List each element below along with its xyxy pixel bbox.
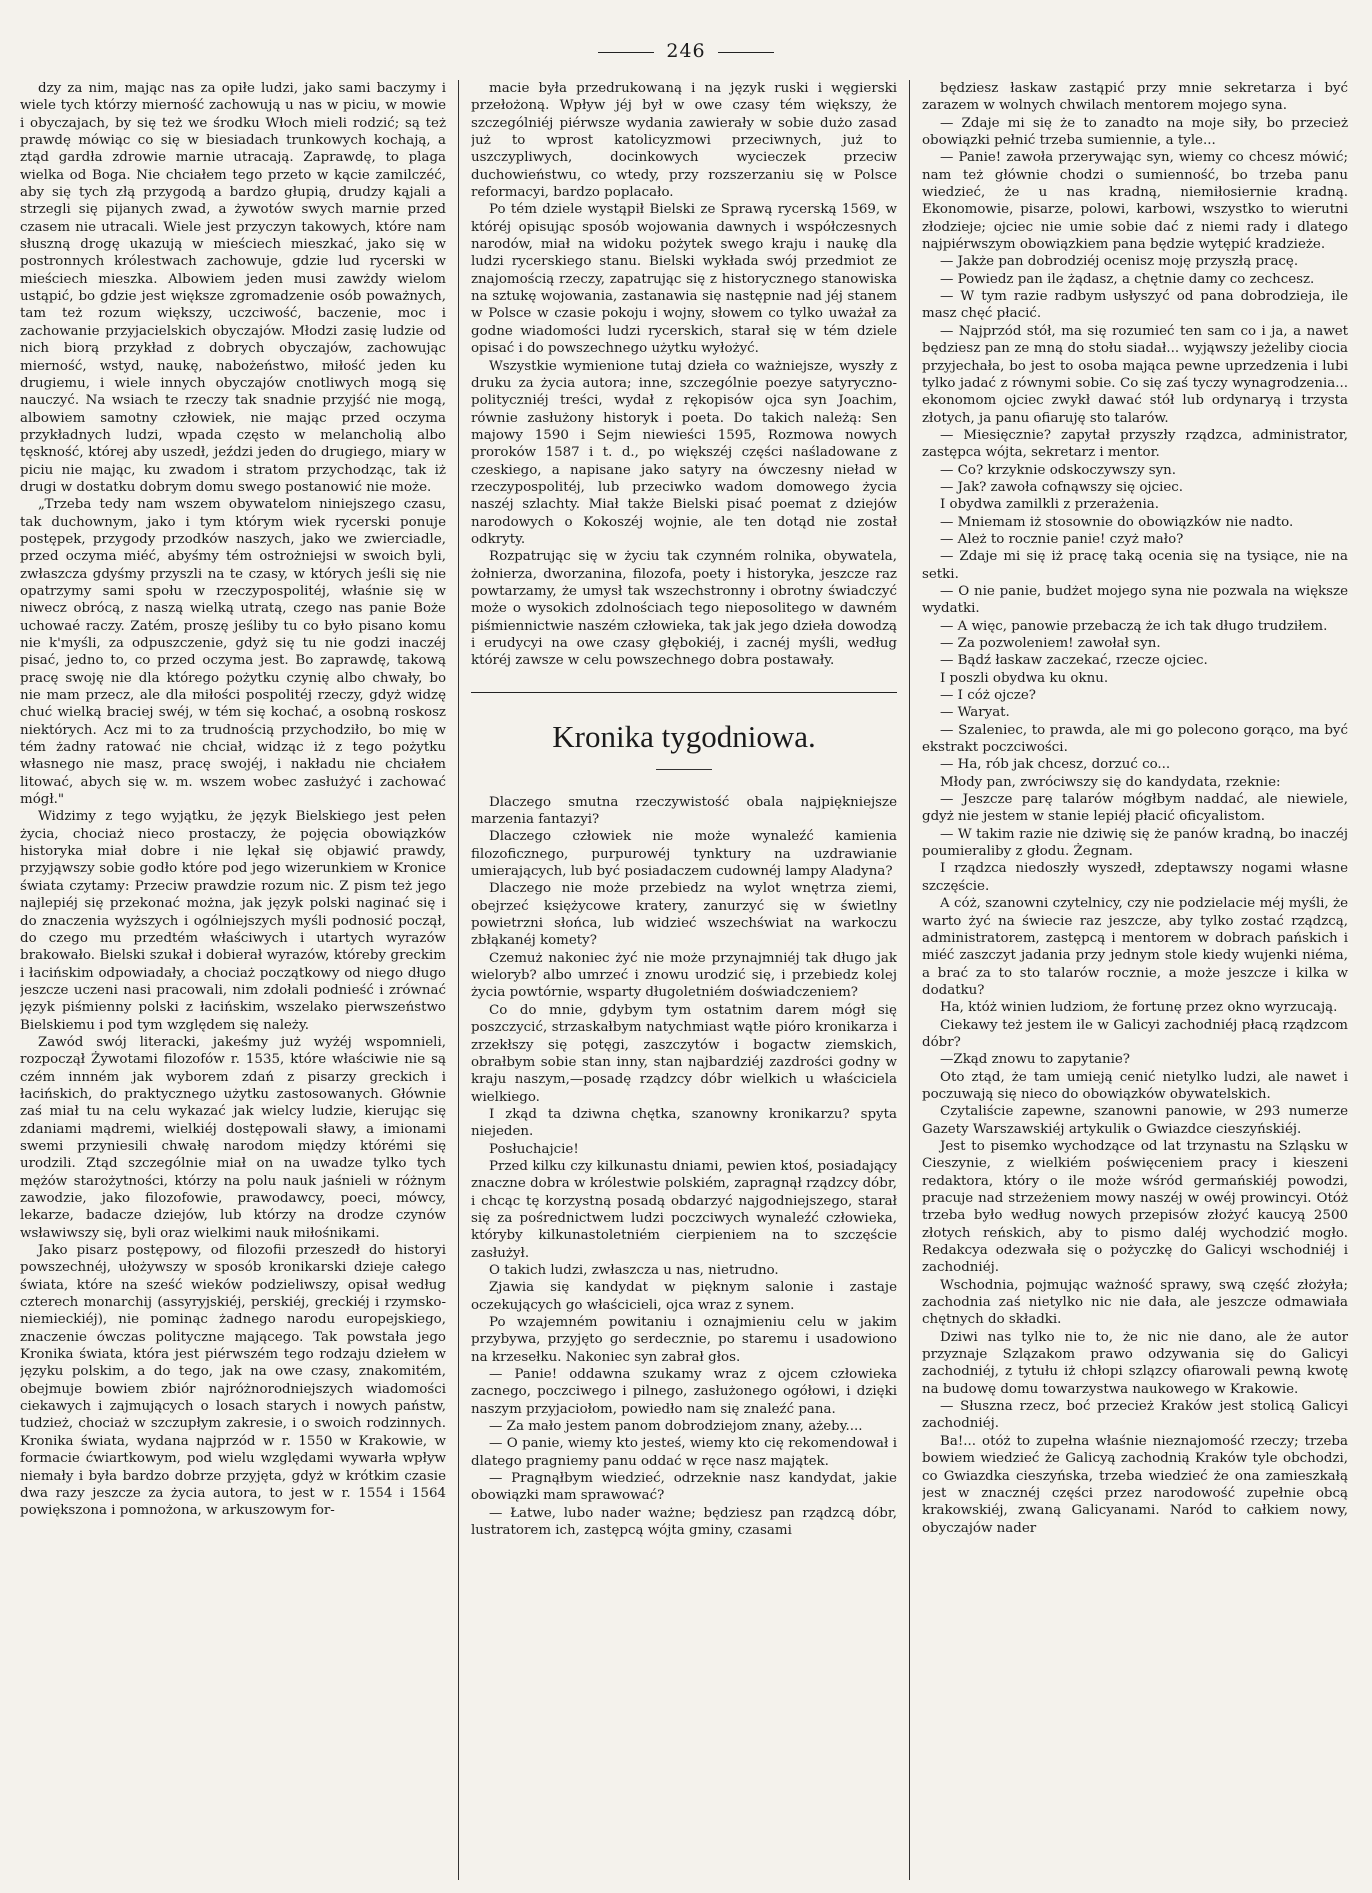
chronicle-paragraph: Czemuż nakoniec żyć nie może przynajmniéj tak długo jak wieloryb? albo umrzeć i znowu urodzić się, i przebiedz kolej życia powtórnie, wsparty długoletniém doświadczeniem? [471, 950, 897, 1001]
right-column-paragraph: Ha, któż winien ludziom, że fortunę przez okno wyrzucają. [940, 1000, 1338, 1016]
chronicle-paragraph: — Pragnąłbym wiedzieć, odrzeknie nasz kandydat, jakie obowiązki mam sprawować? [471, 1471, 897, 1504]
right-column-paragraph: — Jak? zawoła cofnąwszy się ojciec. [940, 479, 1184, 495]
middle-column-paragraph: macie była przedrukowaną i na język ruski i węgierski przełożoną. Wpływ jéj był w owe czasy tém większy, że szczególniéj piérwsze wydania zawierały w sobie dużo zasad już to wprost katolicyzmowi przeciwnych, już to uszczypliwych, docinkowych wycieczek przeciw duchowieństwu, co wtedy, przy rozszerzaniu się w Polsce reformacyi, bardzo poplacało. [471, 81, 897, 201]
left-column-paragraph: Zawód swój literacki, jakeśmy już wyżéj wspomnieli, rozpoczął Żywotami filozofów r. 1535, które właściwie nie są czém innném jak wyborem zdań z pisarzy greckich i łacińskich, do praktycznego użytku zastosowanych. Głównie zaś miał tu na celu wykazać jak wielcy ludzie, kierując się zdaniami mądremi, wielkiéj dostępowali sławy, a imionami swemi przyniesili chwałę narodom między którémi się urodzili. Ztąd szczególnie miał on na uwadze tylko tych mężów starożytności, którzy na polu nauk jaśnieli w różnym zawodzie, jako filozofowie, prawodawcy, poeci, mówcy, lekarze, badacze dziejów, lub którzy na drodze czynów wsławiwszy się, byli oraz wielkimi nauk miłośnikami. [20, 1034, 446, 1241]
chronicle-paragraph: Co do mnie, gdybym tym ostatnim darem mógł się poszczycić, strzaskałbym natychmiast wątłe pióro kronikarza i zrzekłszy się potęgi, zaszczytów i bogactw ziemskich, obrałbym sobie stan inny, stan najbardziéj zazdrości godny w kraju naszym,—posadę rządzcy dóbr wielkich u właściciela wielkiego. [471, 1002, 897, 1105]
chronicle-paragraph: O takich ludzi, zwłaszcza u nas, nietrudno. [489, 1262, 779, 1278]
column-middle [471, 80, 897, 1880]
right-column-paragraph: — A więc, panowie przebaczą że ich tak długo trudziłem. [940, 618, 1328, 634]
chronicle-paragraph: Przed kilku czy kilkunastu dniami, pewien ktoś, posiadający znaczne dobra w królestwie polskiém, zapragnął rządzcy dóbr, i chcąc tę korzystną posadą obdarzyć najgodniejszego, starał się za pośrednictwem ludzi poczciwych wynaleźć człowieka, któryby kilkunastoletniém cierpieniem na to szczęście zasłużył. [471, 1158, 897, 1261]
chronicle-paragraph: — Za mało jestem panom dobrodziejom znany, ażeby.... [489, 1419, 863, 1435]
right-column-paragraph: — Bądź łaskaw zaczekać, rzecze ojciec. [940, 653, 1208, 669]
right-column-paragraph: — Szaleniec, to prawda, ale mi go polecono gorąco, ma być ekstrakt poczciwości. [922, 722, 1348, 756]
column-divider-left [458, 80, 459, 1880]
right-column-paragraph: — O nie panie, budżet mojego syna nie pozwala na większe wydatki. [922, 583, 1348, 617]
middle-column-paragraph: Wszystkie wymienione tutaj dzieła co ważniejsze, wyszły z druku za życia autora; inne, szczególnie poezye satyryczno-polityczniéj treści, wydał z rękopisów ojca syn Joachim, równie zasłużony historyk i poeta. Do takich należą: Sen majowy 1590 i Sejm niewieści 1595, Rozmowa nowych proroków 1587 i t. d., po większéj części naśladowane z czeskiego, a napisane jako satyry na ówczesny nieład w rzeczypospolitéj, lub przeciwko wadom domowego życia naszéj szlachty. Miał także Bielski pisać poemat z dziejów narodowych o Kokoszéj wojnie, ale ten dotąd nie został odkryty. [471, 358, 897, 547]
right-column-paragraph: I obydwa zamilkli z przerażenia. [940, 497, 1160, 513]
right-column-paragraph: Ba!... otóż to zupełna właśnie nieznajomość rzeczy; trzeba bowiem wiedzieć że Galicyą zachodnią Kraków tyle obchodzi, co Gwiazdka cieszyńska, trzeba wiedzieć że ona zamieszkałą jest w znacznéj części przez narodowość zupełnie obcą krakowskiéj, zwaną Galicyanami. Naród to całkiem nowy, obyczajów nader [922, 1433, 1348, 1536]
left-column-paragraph: Widzimy z tego wyjątku, że język Bielskiego jest pełen życia, chociaż nieco prostaczy, że pojęcia obowiązków historyka miał dobre i nie lękał się objawić prawdy, przyjąwszy sobie godło które pod jego wizerunkiem w Kronice świata czytamy: Przeciw prawdzie rozum nic. Z pism też jego najlepiéj się przekonać można, jak język polski naginać się i do znaczenia wyższych i ogólniejszych myśli podnosić począł, do czego mu przedtém właściwych i utartych wyrazów brakowało. Bielski szukał i dobierał wyrazów, któreby greckim i łacińskim odpowiadały, a chociaż początkowy od niego długo jeszcze uczeni nasi pracowali, nim zdołali podnieść i zrównać język piśmienny polski z łacińskim, wszelako pierwszeństwo Bielskiemu i pod tym względem się należy. [20, 809, 446, 1033]
page-number-text: 246 [666, 40, 706, 62]
right-column-paragraph: — Mniemam iż stosownie do obowiązków nie nadto. [940, 514, 1294, 530]
column-left [20, 80, 446, 1880]
right-column-paragraph: A cóż, szanowni czytelnicy, czy nie podzielacie méj myśli, że warto żyć na świecie raz jeszcze, aby tylko zostać rządzcą, administratorem, zastępcą i mentorem w dobrach pańskich i miéć zaszczyt jadania przy jednym stole kiedy wujenki niéma, a brać za to sto talarów rocznie, a może jeszcze i kilka w dodatku? [922, 896, 1348, 998]
right-column-paragraph: Jest to pisemko wychodzące od lat trzynastu na Szląsku w Cieszynie, z wielkiém poświęceniem pracy i kieszeni redaktora, który o ile może wśród germańskiéj powodzi, pracuje nad strzeżeniem mowy naszéj w owéj prowincyi. Otóż trzeba było według nowych przepisów złożyć kaucyą 2500 złotych reńskich, aby to pismo daléj wychodzić mogło. Redakcya odezwała się o pożyczkę do Galicyi wschodniéj i zachodniéj. [922, 1138, 1348, 1276]
right-column-paragraph: — Ależ to rocznie panie! czyż mało? [940, 531, 1184, 547]
right-column-paragraph: — Za pozwoleniem! zawołał syn. [940, 636, 1161, 651]
right-column-paragraph: — Najprzód stół, ma się rozumieć ten sam co i ja, a nawet będziesz pan ze mną do stołu siadał... wyjąwszy jeżeliby ciocia przyjechała, bo jest to osoba mająca pewne uprzedzenia i lubi tylko jadać z równymi sobie. Co się zaś tyczy wynagrodzenia... ekonomom ojciec zwykł dawać stół lub ordynaryą i trzysta złotych, ja panu ofiaruję sto talarów. [922, 323, 1348, 426]
chronicle-paragraph: I zkąd ta dziwna chętka, szanowny kronikarzu? spyta niejeden. [471, 1106, 897, 1140]
page-number-left-dash [598, 52, 654, 53]
right-column-paragraph: Dziwi nas tylko nie to, że nic nie dano, ale że autor przyznaje Szlązakom prawo odzywania się do Galicyi zachodniéj, z tytułu iż chłopi szlązcy ofiarowali pewną kwotę na budowę domu towarzystwa naukowego w Krakowie. [922, 1329, 1348, 1397]
right-column-paragraph: I poszli obydwa ku oknu. [940, 670, 1109, 686]
right-column-paragraph: — Jakże pan dobrodziéj ocenisz moję przyszłą pracę. [940, 254, 1299, 270]
right-column-paragraph: — W tym razie radbym usłyszyć od pana dobrodzieja, ile masz chęć płacić. [922, 289, 1348, 322]
right-column-paragraph: I rządzca niedoszły wyszedł, zdeptawszy nogami własne szczęście. [922, 861, 1348, 894]
right-column-paragraph: — Zdaje mi się że to zanadto na moje siły, bo przecież obowiązki pełnić trzeba sumiennie, a tyle... [922, 115, 1348, 149]
column-divider-right [909, 80, 910, 1880]
chronicle-paragraph: — Panie! oddawna szukamy wraz z ojcem człowieka zacnego, poczciwego i pilnego, zasłużonego ogółowi, i dzięki naszym przyjaciołom, powiedło nam się znaleźć pana. [471, 1367, 897, 1417]
chronicle-paragraph: Dlaczego człowiek nie może wynaleźć kamienia filozoficznego, purpurowéj tynktury na uzdrawianie umierających, lub być posiadaczem cudownéj lampy Aladyna? [471, 829, 897, 880]
title-underline [656, 769, 712, 770]
chronicle-paragraph: — Łatwe, lubo nader ważne; będziesz pan rządzcą dóbr, lustratorem ich, zastępcą wójta gminy, czasami [471, 1505, 897, 1539]
right-column-paragraph: — Ha, rób jak chcesz, dorzuć co... [940, 757, 1171, 773]
right-column-paragraph: Młody pan, zwróciwszy się do kandydata, rzeknie: [940, 774, 1281, 790]
page-number-right-dash [718, 52, 774, 53]
page-number [0, 40, 1372, 62]
chronicle-paragraph: — O panie, wiemy kto jesteś, wiemy kto cię rekomendował i dlatego pragniemy panu oddać w ręce nasz majątek. [471, 1436, 897, 1469]
right-column-paragraph: Czytaliście zapewne, szanowni panowie, w 293 numerze Gazety Warszawskiéj artykulik o Gwiazdce cieszyńskiéj. [922, 1104, 1348, 1137]
right-column-paragraph: — Miesięcznie? zapytał przyszły rządzca, administrator, zastępca wójta, sekretarz i mentor. [922, 427, 1348, 461]
chronicle-paragraph: Po wzajemném powitaniu i oznajmieniu celu w jakim przybywa, przyjęto go serdecznie, po staremu i usadowiono na krzesełku. Nakoniec syn zabrał głos. [471, 1315, 897, 1365]
right-column-paragraph: — W takim razie nie dziwię się że panów kradną, bo inaczéj poumieraliby z głodu. Żegnam. [922, 826, 1348, 860]
right-column-paragraph: Wschodnia, pojmując ważność sprawy, swą część złożyła; zachodnia zaś nietylko nic nie dała, ale jeszcze odmawiała chętnych do składki. [922, 1277, 1348, 1328]
left-column-paragraph: Jako pisarz postępowy, od filozofii przeszedł do historyi powszechnéj, ułożywszy w sposób kronikarski dzieje całego świata, które na sześć wieków podzieliwszy, opisał według czterech monarchij (assyryjskiéj, perskiéj, greckiéj i rzymsko-niemieckiéj), nie pominąc żadnego narodu europejskiego, znaczenie ówczas polityczne mającego. Tak powstała jego Kronika świata, która jest piérwszém tego rodzaju dziełem w języku polskim, a do tego, jak na owe czasy, znakomitém, obejmuje bowiem zbiór najróżnorodniejszych wiadomości ciekawych i zajmujących o losach starych i nowych państw, tudzież, chociaż w szczupłym zakresie, i o swoich rodzinnych. Kronika świata, wydana najprzód w r. 1550 w Krakowie, w formacie ćwiartkowym, pod wielu względami wywarła wpływ niemały i była bardzo dobrze przyjęta, gdyż w krótkim czasie dwa razy jeszcze za życia autora, to jest w r. 1554 i 1564 powiększona i pomnożona, w arkuszowym for- [20, 1243, 446, 1519]
section-divider [471, 692, 897, 693]
chronicle-paragraph: Zjawia się kandydat w pięknym salonie i zastaje oczekujących go właścicieli, ojca wraz z synem. [471, 1280, 897, 1313]
right-column-paragraph: — Jeszcze parę talarów mógłbym naddać, ale niewiele, gdyż nie jestem w stanie lepiéj płacić oficyalistom. [922, 792, 1348, 825]
middle-column-paragraph: Po tém dziele wystąpił Bielski ze Sprawą rycerską 1569, w któréj opisując sposób wojowania dawnych i współczesnych narodów, miał na widoku pożytek swego kraju i naukę dla ludzi rycerskiego stanu. Bielski wykłada swój przedmiot ze znajomością rzeczy, zapatrując się z historycznego stanowiska na sztukę wojowania, zastanawia się następnie nad jéj stanem w Polsce w czasie pokoju i wojny, słowem co tylko uważał za godne wiadomości ludzi rycerskich, starał się w tém dziele opisać i do powszechnego użytku wyłożyć. [471, 202, 897, 357]
right-column-paragraph: — Słuszna rzecz, boć przecież Kraków jest stolicą Galicyi zachodniéj. [922, 1399, 1348, 1432]
chronicle-paragraph: Dlaczego nie może przebiedz na wylot wnętrza ziemi, obejrzeć księżycowe kratery, zanurzyć się w świetlny powietrzni słońca, lub widzieć wszechświat na warkoczu zbłąkanéj komety? [471, 881, 897, 949]
middle-column-paragraph: Rozpatrując się w życiu tak czynném rolnika, obywatela, żołnierza, dworzanina, filozofa, poety i historyka, jeszcze raz powtarzamy, że umysł tak wszechstronny i obrotny świadczyć może o wysokich zdolnościach tego nieposolitego w dawném piśmiennictwie naszém człowieka, tak jak jego dzieła dowodzą i erudycyi na owe czasy głębokiéj, i zacnéj myśli, według któréj zawsze w celu powszechnego dobra postawały. [471, 549, 897, 669]
weekly-chronicle-body [471, 794, 897, 1540]
right-column-paragraph: — Waryat. [940, 705, 1010, 721]
section-title: Kronika tygodniowa. [552, 718, 816, 754]
chronicle-paragraph: Dlaczego smutna rzeczywistość obala najpiękniejsze marzenia fantazyi? [471, 794, 897, 828]
left-column-paragraph: „Trzeba tedy nam wszem obywatelom niniejszego czasu, tak duchownym, jako i tym którym wiek rycerski ponuje postępek, przygody przodków naszych, jako we zwierciadle, przed oczyma miéć, abyśmy tém ostrożniejsi w swoich byli, zwłaszcza gdyśmy przyszli na te czasy, w których jeśli się nie opatrzymy sami społu w rzeczypospolitéj, właśnie się w niwecz obrócą, z naszą wielką utratą, czego nas panie Boże uchowaé raczy. Zatém, proszę jeśliby tu co było pisano komu nie k'myśli, za odpuszczenie, gdyż się tu nie godzi inaczéj pisać, jedno to, co przed oczyma jest. Bo zaprawdę, takową pracę swoję nie dla którego pożytku czynię albo chwały, bo nie mam przecz, ale dla miłości pospolitéj rzeczy, gdyż widzę chuć wielką braciej swéj, w tém się kochać, a osobną roskosz niektórych. Acz mi to za trudnością przychodziło, bo mię w tém żadny ratować nie chciał, widząc iż z tego pożytku własnego nie masz, pracę swojéj, i nakładu nie chciałem litować, abych się w. m. wszem wobec zasłużyć i zachować mógł." [20, 497, 446, 808]
right-column-paragraph: będziesz łaskaw zastąpić przy mnie sekretarza i być zarazem w wolnych chwilach mentorem mojego syna. [922, 81, 1348, 114]
right-column-paragraph: — Powiedz pan ile żądasz, a chętnie damy co zechcesz. [940, 271, 1315, 287]
right-column-paragraph: — Zdaje mi się iż pracę taką ocenia się na tysiące, nie na setki. [922, 549, 1348, 582]
right-column-paragraph: — I cóż ojcze? [940, 688, 1036, 704]
column-right [922, 80, 1348, 1880]
left-column-paragraph: dzy za nim, mając nas za opiłe ludzi, jako sami baczymy i wiele tych którzy mierność zachowują u nas w piciu, w mowie i obyczajach, by się też we środku Włoch mieli rodzić; są też prawdę mówiąc co się w biesiadach trunkowych kochają, a ztąd gardła zdrowie marnie utracają. Zaprawdę, to plaga wielka od Boga. Nie chciałem tego przeto w kącie zamilczéć, aby się tych złą przygodą a bardzo głupią, drudzy kąjali a strzegli się pijanych zwad, a żywotów swych marnie przed czasem nie utracali. Wiele jest przyczyn takowych, które nam słuszną drogę ukazują w mieściech mieszkać, jako się w postronnych królestwach zachowuje, gdzie lud rycerski w mieściech mieszka. Albowiem jeden musi zawżdy wielom ustąpić, bo gdzie jest większe zgromadzenie osób poważnych, tam też rozum większy, uczciwość, baczenie, moc i zachowanie przyjacielskich obyczajów. Młodzi zasię ludzie od nich biorą przykład z dobrych obyczajów, zachowując mierność, wstyd, naukę, nabożeństwo, miłość jeden ku drugiemu, i wiele innych obyczajów cnotliwych mogą się nauczyć. Na wsiach te rzeczy tak snadnie przyjść nie mogą, albowiem samotny człowiek, nie mając przed oczyma przykładnych ludzi, wpada często w melancholią albo tęskność, której aby uszedł, jeździ jeden do drugiego, miary w piciu nie mając, ku zwadom i stratom przychodząc, tak iż drugi w dostatku dobrym domu swego postanowić nie może. [20, 81, 446, 495]
right-column-paragraph: — Panie! zawoła przerywając syn, wiemy co chcesz mówić; nam też głównie chodzi o sumienność, bo trzeba panu wiedzieć, że u nas kradną, niemiłosiernie kradną. Ekonomowie, pisarze, polowi, karbowi, wszystko to wierutni złodzieje; ojciec nie umie sobie dać z niemi rady i dlatego najpiérwszym obowiązkiem pana będzie wytępić kradzieże. [922, 150, 1348, 253]
right-column-paragraph: Oto ztąd, że tam umieją cenić nietylko ludzi, ale nawet i poczuwają się nieco do obowiązków obywatelskich. [922, 1069, 1348, 1102]
chronicle-paragraph: Posłuchajcie! [489, 1141, 579, 1157]
right-column-paragraph: Ciekawy też jestem ile w Galicyi zachodniéj płacą rządzcom dóbr? [922, 1017, 1348, 1050]
right-column-paragraph: —Zkąd znowu to zapytanie? [940, 1052, 1130, 1068]
right-column-paragraph: — Co? krzyknie odskoczywszy syn. [940, 462, 1177, 478]
article-continuation [471, 80, 897, 670]
